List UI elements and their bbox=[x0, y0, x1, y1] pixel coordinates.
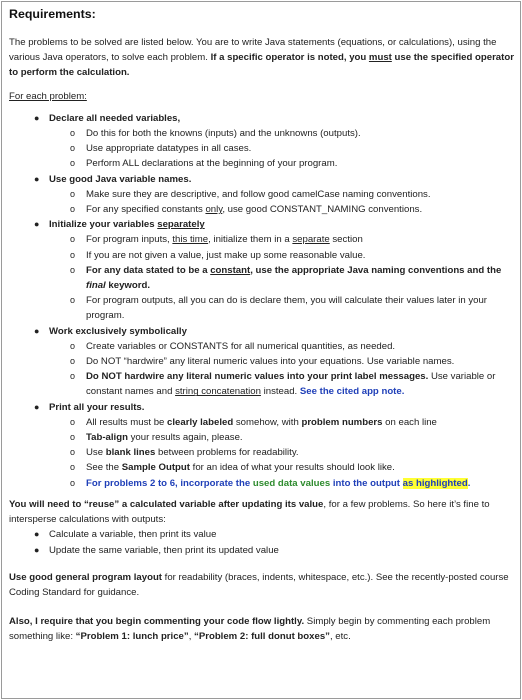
item-text-underlined: string concatenation bbox=[175, 386, 261, 398]
item-text-blue: into the output bbox=[330, 477, 403, 489]
bullet-circle-icon: o bbox=[70, 128, 76, 139]
comment-example-1: “Problem 1: lunch price” bbox=[75, 631, 189, 643]
comment-bold: Also, I require that you begin commenting your code flow lightly. bbox=[9, 616, 305, 628]
bullet-circle-icon: o bbox=[70, 143, 76, 154]
list-item bbox=[49, 126, 514, 141]
reuse-paragraph bbox=[9, 497, 514, 527]
req-declare-sublist bbox=[49, 126, 514, 172]
req-names-sublist bbox=[49, 187, 514, 217]
bullet-circle-icon: o bbox=[70, 158, 76, 169]
bullet-circle-icon: o bbox=[70, 188, 76, 199]
bullet-circle-icon: o bbox=[70, 462, 76, 473]
item-text-blue: . bbox=[467, 477, 471, 489]
item-text-underlined: separate bbox=[292, 234, 330, 246]
bullet-circle-icon: o bbox=[70, 295, 76, 306]
req-names bbox=[9, 172, 514, 218]
list-item bbox=[49, 369, 514, 399]
item-text: If you are not given a value, just make up some reasonable value. bbox=[86, 249, 366, 261]
document-page bbox=[1, 1, 521, 699]
bullet-circle-icon: o bbox=[70, 371, 76, 382]
req-initialize-title-underlined: separately bbox=[157, 219, 205, 231]
item-text: Calculate a variable, then print its value bbox=[49, 529, 217, 541]
intro-bold-you: you bbox=[349, 52, 369, 64]
item-text-bold-underlined: constant bbox=[210, 264, 251, 276]
list-item bbox=[49, 141, 514, 156]
bullet-dot-icon: ● bbox=[34, 529, 40, 540]
comment-example-2: “Problem 2: full donut boxes” bbox=[194, 631, 330, 643]
bullet-dot-icon: ● bbox=[34, 401, 40, 412]
item-text: See the bbox=[86, 462, 122, 474]
highlighted-text: as highlighted bbox=[402, 477, 468, 489]
item-text: instead. bbox=[260, 386, 300, 398]
req-declare-title: Declare all needed variables, bbox=[49, 112, 181, 124]
list-item bbox=[49, 293, 514, 323]
comment-paragraph bbox=[9, 614, 514, 644]
bullet-circle-icon: o bbox=[70, 234, 76, 245]
item-text-bold-italic: final bbox=[86, 280, 106, 292]
req-print bbox=[9, 400, 514, 491]
intro-bold-must: must bbox=[368, 52, 392, 64]
item-text: Perform ALL declarations at the beginning of your program. bbox=[86, 158, 338, 170]
intro-bold-end: use the specified operator to perform the calculation. bbox=[9, 52, 514, 79]
list-item bbox=[49, 263, 514, 293]
intro-paragraph bbox=[9, 35, 514, 81]
list-item bbox=[49, 460, 514, 475]
req-names-title: Use good Java variable names. bbox=[49, 173, 192, 185]
item-text: between problems for readability. bbox=[155, 447, 299, 459]
bullet-circle-icon: o bbox=[70, 249, 76, 260]
req-initialize-sublist bbox=[49, 232, 514, 323]
item-text: Make sure they are descriptive, and follow good camelCase naming conventions. bbox=[86, 188, 431, 200]
item-text: , initialize them in a bbox=[208, 234, 293, 246]
item-text: on each line bbox=[382, 416, 437, 428]
layout-text: for readability (braces, indents, whitespace, etc.). See the recently-posted course Coding Standard for guidance. bbox=[9, 571, 509, 598]
item-text: somehow, with bbox=[233, 416, 302, 428]
reuse-list bbox=[9, 527, 514, 557]
bullet-circle-icon: o bbox=[70, 447, 76, 458]
list-item bbox=[49, 476, 514, 491]
list-item bbox=[49, 430, 514, 445]
bullet-circle-icon: o bbox=[70, 416, 76, 427]
item-text-bold: Do NOT hardwire any literal numeric values into your print label messages. bbox=[86, 371, 429, 383]
bullet-dot-icon: ● bbox=[34, 325, 40, 336]
layout-paragraph bbox=[9, 570, 514, 600]
bullet-circle-icon: o bbox=[70, 356, 76, 367]
item-text: Use variable or constant names and bbox=[86, 371, 496, 398]
bullet-circle-icon: o bbox=[70, 204, 76, 215]
list-item bbox=[49, 354, 514, 369]
reuse-text: , for a few problems. So here it’s fine to intersperse calculations with outputs: bbox=[9, 498, 490, 526]
requirements-list bbox=[9, 111, 514, 491]
bullet-dot-icon: ● bbox=[34, 173, 40, 184]
comment-sep: , bbox=[188, 631, 195, 643]
list-item bbox=[49, 232, 514, 247]
app-note-reference: See the cited app note. bbox=[299, 386, 405, 398]
item-text: Create variables or CONSTANTS for all numerical quantities, as needed. bbox=[86, 340, 396, 352]
item-text-bold: clearly labeled bbox=[167, 416, 234, 428]
intro-text: The problems to be solved are listed below. You are to write Java statements (equations, or calculations), using the various Java operators, to solve each problem. bbox=[9, 37, 497, 64]
list-item bbox=[9, 543, 514, 558]
item-text: For any specified constants bbox=[86, 204, 206, 216]
bullet-circle-icon: o bbox=[70, 432, 76, 443]
item-text-bold: , use the appropriate Java naming conventions and the bbox=[250, 264, 502, 276]
list-item bbox=[49, 156, 514, 171]
req-symbolic bbox=[9, 324, 514, 400]
item-text: For program inputs, bbox=[86, 234, 173, 246]
req-print-sublist bbox=[49, 415, 514, 491]
bullet-dot-icon: ● bbox=[34, 219, 40, 230]
bullet-circle-icon: o bbox=[70, 340, 76, 351]
item-text-bold: For any data stated to be a bbox=[86, 264, 211, 276]
item-text: For program outputs, all you can do is declare them, you will calculate their values later in your program. bbox=[86, 295, 487, 322]
req-initialize-title: Initialize your variables bbox=[49, 219, 158, 231]
list-item bbox=[49, 415, 514, 430]
item-text: Update the same variable, then print its updated value bbox=[49, 544, 279, 556]
item-text: your results again, please. bbox=[127, 432, 243, 444]
list-item bbox=[49, 445, 514, 460]
list-item bbox=[9, 527, 514, 542]
item-text: Use bbox=[86, 447, 106, 459]
item-text: section bbox=[329, 234, 363, 246]
req-symbolic-title: Work exclusively symbolically bbox=[49, 325, 187, 337]
list-item bbox=[49, 248, 514, 263]
item-text-underlined: only bbox=[205, 204, 223, 216]
list-item bbox=[49, 339, 514, 354]
comment-end: , etc. bbox=[329, 631, 351, 643]
item-text: All results must be bbox=[86, 416, 168, 428]
bullet-dot-icon: ● bbox=[34, 112, 40, 123]
reuse-bold: You will need to “reuse” a calculated variable after updating its value bbox=[9, 498, 324, 510]
list-item bbox=[49, 202, 514, 217]
bullet-circle-icon: o bbox=[70, 477, 76, 488]
req-declare bbox=[9, 111, 514, 172]
intro-bold: If a specific operator is noted, bbox=[210, 52, 350, 64]
for-each-heading: For each problem: bbox=[9, 90, 87, 102]
item-text-bold: Sample Output bbox=[121, 462, 190, 474]
layout-bold: Use good general program layout bbox=[9, 571, 162, 583]
item-text-bold: keyword. bbox=[105, 280, 150, 292]
item-text-bold: Tab-align bbox=[86, 432, 128, 444]
list-item bbox=[49, 187, 514, 202]
item-text: for an idea of what your results should look like. bbox=[189, 462, 395, 474]
req-symbolic-sublist bbox=[49, 339, 514, 400]
comment-text: Simply begin by commenting each problem something like: bbox=[9, 616, 491, 643]
item-text: Do NOT “hardwire” any literal numeric values into your equations. Use variable names. bbox=[86, 356, 455, 368]
item-text: Do this for both the knowns (inputs) and the unknowns (outputs). bbox=[86, 128, 361, 140]
page-title: Requirements: bbox=[9, 7, 96, 21]
bullet-dot-icon: ● bbox=[34, 544, 40, 555]
item-text-green: used data values bbox=[252, 477, 331, 489]
item-text-bold: problem numbers bbox=[301, 416, 383, 428]
item-text: , use good CONSTANT_NAMING conventions. bbox=[222, 204, 423, 216]
bullet-circle-icon: o bbox=[70, 264, 76, 275]
item-text: Use appropriate datatypes in all cases. bbox=[86, 143, 252, 155]
item-text-blue: For problems 2 to 6, incorporate the bbox=[86, 477, 253, 489]
req-initialize bbox=[9, 217, 514, 323]
item-text-underlined: this time bbox=[172, 234, 209, 246]
req-print-title: Print all your results. bbox=[49, 401, 145, 413]
item-text-bold: blank lines bbox=[105, 447, 156, 459]
